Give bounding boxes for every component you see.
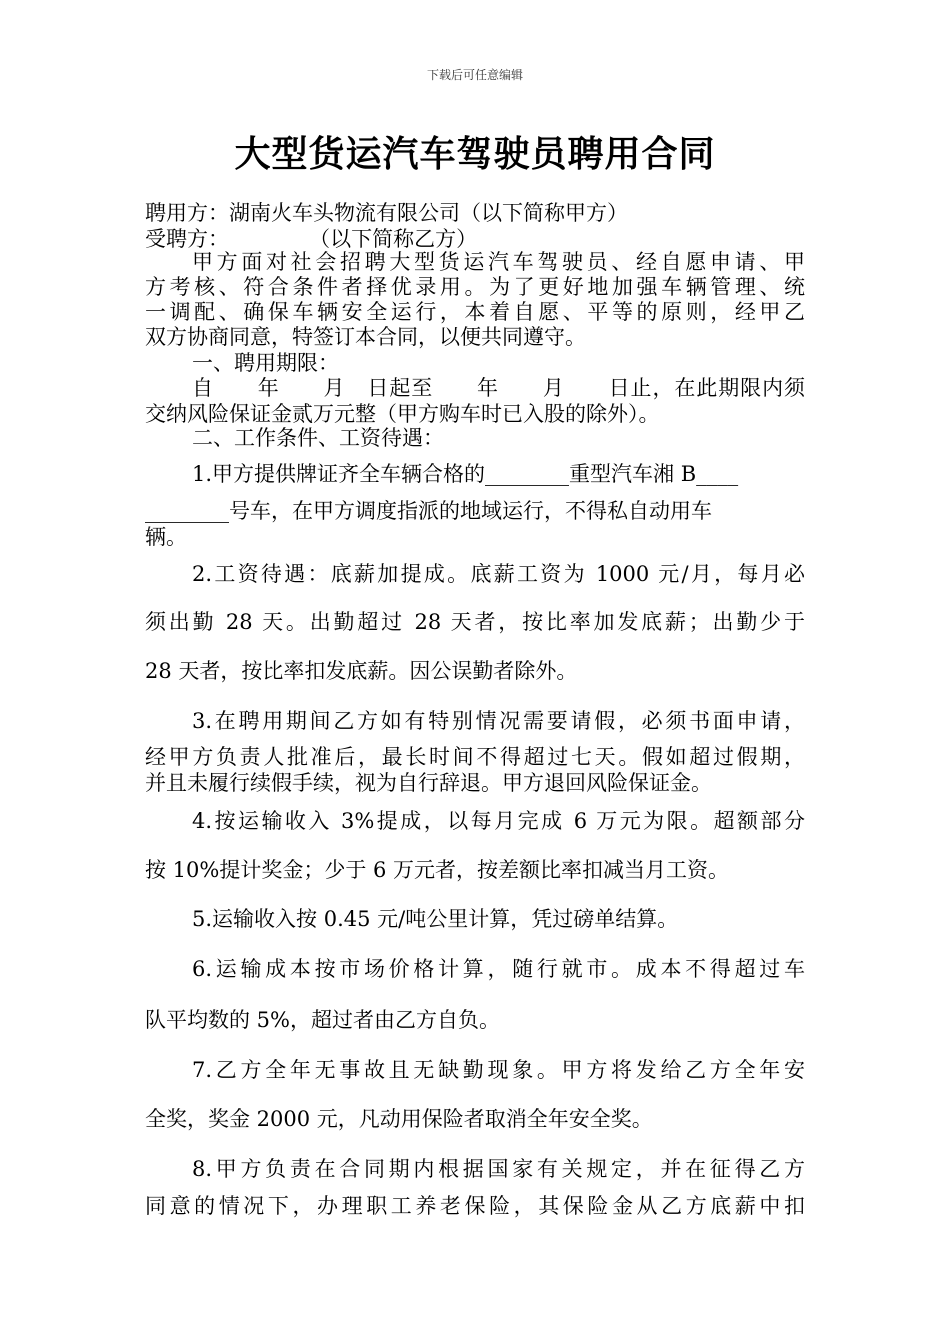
clause-7-line-2: 全奖，奖金 2000 元，凡动用保险者取消全年安全奖。: [145, 1107, 653, 1131]
clause-2-line-3: 28 天者，按比率扣发底薪。因公误勤者除外。: [145, 659, 578, 683]
clause-4-line-2: 按 10%提计奖金；少于 6 万元者，按差额比率扣减当月工资。: [145, 858, 730, 882]
preamble-line-1: 甲方面对社会招聘大型货运汽车驾驶员、经自愿申请、甲: [192, 250, 805, 274]
preamble-line-3: 一调配、确保车辆安全运行，本着自愿、平等的原则，经甲乙: [145, 300, 805, 324]
employer-line: 聘用方：湖南火车头物流有限公司（以下简称甲方）: [145, 201, 628, 225]
term-line-1: 自 年 月 日起至 年 月 日止，在此期限内须: [192, 376, 805, 400]
term-line-2: 交纳风险保证金贰万元整（甲方购车时已入股的除外）。: [145, 402, 660, 426]
section-heading-term: 一、聘用期限：: [192, 351, 339, 375]
clause-1-line-3: 辆。: [145, 525, 187, 549]
clause-3-line-2: 经甲方负责人批准后，最长时间不得超过七天。假如超过假期，: [145, 745, 805, 769]
clause-1-line-1: 1.甲方提供牌证齐全车辆合格的________重型汽车湘 B____: [192, 462, 739, 486]
page-header-note: 下载后可任意编辑: [426, 68, 523, 82]
clause-7-line-1: 7.乙方全年无事故且无缺勤现象。甲方将发给乙方全年安: [192, 1058, 805, 1082]
clause-8-line-1: 8.甲方负责在合同期内根据国家有关规定，并在征得乙方: [192, 1157, 805, 1181]
clause-3-line-1: 3.在聘用期间乙方如有特别情况需要请假，必须书面申请，: [192, 709, 805, 733]
clause-3-line-3: 并且未履行续假手续，视为自行辞退。甲方退回风险保证金。: [145, 771, 712, 795]
clause-1-line-2: ________号车，在甲方调度指派的地域运行，不得私自动用车: [145, 499, 712, 523]
clause-8-line-2: 同意的情况下，办理职工养老保险，其保险金从乙方底薪中扣: [145, 1194, 805, 1218]
clause-4-line-1: 4.按运输收入 3%提成，以每月完成 6 万元为限。超额部分: [192, 809, 805, 833]
document-title: 大型货运汽车驾驶员聘用合同: [234, 134, 716, 175]
clause-6-line-1: 6.运输成本按市场价格计算，随行就市。成本不得超过车: [192, 957, 805, 981]
employee-line: 受聘方： （以下简称乙方）: [145, 227, 478, 251]
clause-6-line-2: 队平均数的 5%，超过者由乙方自负。: [145, 1008, 500, 1032]
preamble-line-2: 方考核、符合条件者择优录用。为了更好地加强车辆管理、统: [145, 275, 805, 299]
preamble-line-4: 双方协商同意，特签订本合同，以便共同遵守。: [145, 325, 586, 349]
clause-2-line-1: 2.工资待遇：底薪加提成。底薪工资为 1000 元/月，每月必: [192, 562, 805, 586]
clause-5-line-1: 5.运输收入按 0.45 元/吨公里计算，凭过磅单结算。: [192, 907, 679, 931]
clause-2-line-2: 须出勤 28 天。出勤超过 28 天者，按比率加发底薪；出勤少于: [145, 610, 805, 634]
section-heading-conditions: 二、工作条件、工资待遇：: [192, 426, 444, 450]
